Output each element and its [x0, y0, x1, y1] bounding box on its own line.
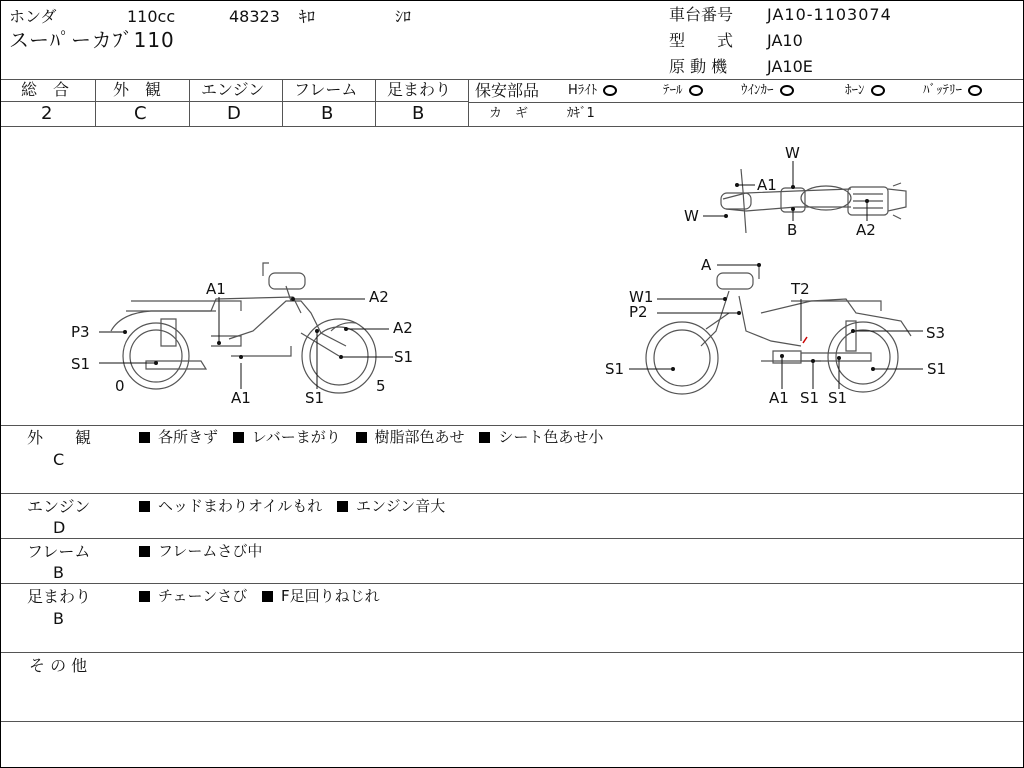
- grade-value-overall: 2: [41, 103, 53, 124]
- diagram-label: A1: [757, 176, 777, 194]
- bullet-icon: [479, 432, 490, 443]
- diagram-label: W1: [629, 288, 654, 306]
- diagram-label: S1: [605, 360, 625, 378]
- remark-category-other: そ の 他: [29, 656, 88, 675]
- diagram-label: 5: [376, 377, 386, 395]
- bullet-icon: [356, 432, 367, 443]
- grade-label-exterior: 外 観: [113, 80, 162, 99]
- diagram-label: P2: [629, 303, 648, 321]
- key-value: ｶｷﾞ1: [567, 106, 595, 121]
- diagram-label: A1: [231, 389, 251, 407]
- displacement: 110cc: [127, 7, 176, 26]
- remark-items-engine: ヘッドまわりオイルもれ エンジン音大: [139, 499, 455, 514]
- type-label: 型 式: [669, 31, 734, 50]
- frame-no: JA10-1103074: [767, 5, 892, 24]
- diagram-label: B: [787, 221, 798, 239]
- diagram-label: S1: [394, 348, 414, 366]
- grade-label-overall: 総 合: [21, 80, 70, 99]
- bullet-icon: [139, 501, 150, 512]
- remark-items-suspension: チェーンさび F足回りねじれ: [139, 589, 390, 604]
- ok-mark-icon: [871, 85, 885, 96]
- ok-mark-icon: [968, 85, 982, 96]
- frame-no-label: 車台番号: [669, 5, 734, 24]
- safety-item-battery: ﾊﾞｯﾃﾘｰ: [923, 84, 982, 97]
- grade-value-suspension: B: [412, 103, 425, 124]
- diagram-label: T2: [791, 280, 810, 298]
- diagram-label: W: [684, 207, 699, 225]
- remark-items-frame: フレームさび中: [139, 544, 272, 559]
- engine-label: 原 動 機: [669, 57, 728, 76]
- diagram-label: S1: [828, 389, 848, 407]
- maker: ホンダ: [9, 7, 57, 26]
- safety-item-winker: ｳｲﾝｶｰ: [741, 84, 794, 97]
- remark-items-exterior: 各所きず レバーまがり 樹脂部色あせ シート色あせ小: [139, 430, 613, 445]
- diagram-label: A2: [369, 288, 389, 306]
- diagram-label: S1: [800, 389, 820, 407]
- grade-label-frame: フレーム: [294, 80, 358, 99]
- grade-value-frame: B: [321, 103, 334, 124]
- bullet-icon: [337, 501, 348, 512]
- ok-mark-icon: [603, 85, 617, 96]
- remark-category-engine: エンジン: [27, 497, 91, 516]
- color: ｼﾛ: [395, 7, 412, 26]
- diagram-label: A2: [856, 221, 876, 239]
- ok-mark-icon: [689, 85, 703, 96]
- safety-item-tail: ﾃｰﾙ: [663, 84, 703, 97]
- grade-value-engine: D: [227, 103, 241, 124]
- mileage-unit: ｷﾛ: [299, 7, 316, 26]
- bullet-icon: [139, 432, 150, 443]
- diagram-label: S1: [927, 360, 947, 378]
- diagram-label: P3: [71, 323, 90, 341]
- diagram-label: A2: [393, 319, 413, 337]
- diagram-label: W: [785, 144, 800, 162]
- safety-item-headlight: Hﾗｲﾄ: [568, 84, 617, 97]
- grade-label-suspension: 足まわり: [387, 80, 452, 99]
- ok-mark-icon: [780, 85, 794, 96]
- remark-category-suspension: 足まわり: [27, 587, 92, 606]
- engine-value: JA10E: [767, 57, 813, 76]
- safety-item-horn: ﾎｰﾝ: [845, 84, 885, 97]
- bullet-icon: [233, 432, 244, 443]
- remark-grade-engine: D: [53, 518, 66, 537]
- key-label: カ ギ: [489, 106, 529, 121]
- grade-label-engine: エンジン: [201, 80, 265, 99]
- diagram-label: A1: [206, 280, 226, 298]
- diagram-label: S3: [926, 324, 946, 342]
- remark-grade-frame: B: [53, 563, 64, 582]
- damage-diagram: [1, 127, 1023, 425]
- diagram-label: 0: [115, 377, 125, 395]
- bullet-icon: [139, 546, 150, 557]
- grade-value-exterior: C: [134, 103, 147, 124]
- model-name: スーﾊﾟーカﾌﾞ110: [9, 28, 175, 52]
- diagram-label: A: [701, 256, 712, 274]
- diagram-label: S1: [305, 389, 325, 407]
- bullet-icon: [262, 591, 273, 602]
- bullet-icon: [139, 591, 150, 602]
- remark-grade-suspension: B: [53, 609, 64, 628]
- remark-category-frame: フレーム: [27, 542, 91, 561]
- remark-grade-exterior: C: [53, 450, 65, 469]
- diagram-label: S1: [71, 355, 91, 373]
- diagram-label: A1: [769, 389, 789, 407]
- remark-category-exterior: 外 観: [27, 428, 92, 447]
- safety-label: 保安部品: [475, 81, 540, 100]
- mileage: 48323: [229, 7, 280, 26]
- type-value: JA10: [767, 31, 803, 50]
